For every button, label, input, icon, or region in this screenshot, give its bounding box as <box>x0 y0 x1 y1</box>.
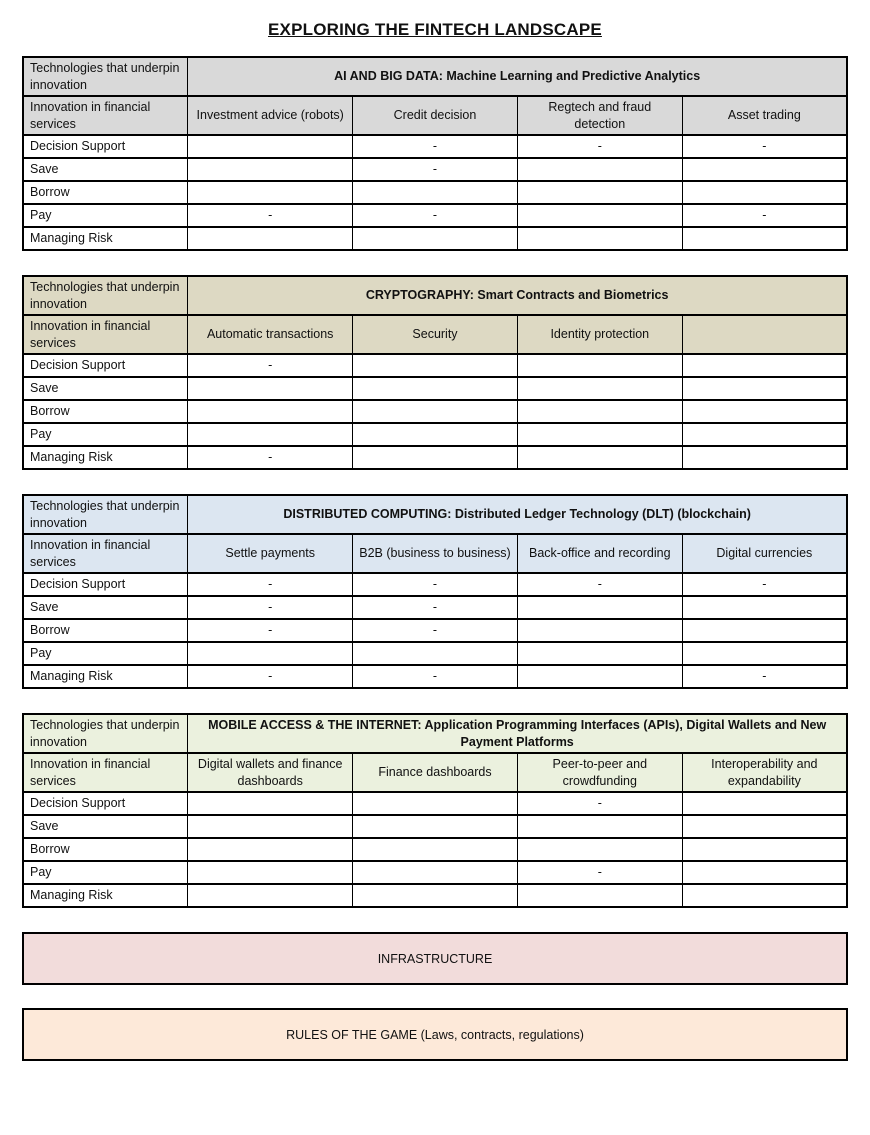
data-cell <box>353 354 518 377</box>
data-cell <box>188 838 353 861</box>
data-cell <box>517 884 682 907</box>
table-row <box>23 227 847 250</box>
table-cryptography <box>22 275 848 470</box>
table-row <box>23 815 847 838</box>
data-cell <box>188 377 353 400</box>
row-label: Pay <box>23 861 188 884</box>
table-banner-cryptography: CRYPTOGRAPHY: Smart Contracts and Biometrics <box>188 276 847 315</box>
data-cell <box>682 815 847 838</box>
corner-technologies-label: Technologies that underpin innovation <box>23 714 188 753</box>
data-cell <box>517 423 682 446</box>
column-header: Identity protection <box>517 315 682 354</box>
corner-innovation-label: Innovation in financial services <box>23 96 188 135</box>
data-cell <box>188 884 353 907</box>
data-cell: - <box>517 573 682 596</box>
data-cell: - <box>188 619 353 642</box>
data-cell <box>682 619 847 642</box>
column-header: Settle payments <box>188 534 353 573</box>
column-header <box>682 315 847 354</box>
data-cell <box>517 596 682 619</box>
column-header: Back-office and recording <box>517 534 682 573</box>
row-label: Managing Risk <box>23 884 188 907</box>
data-cell <box>188 792 353 815</box>
data-cell <box>517 204 682 227</box>
column-header: Digital wallets and finance dashboards <box>188 753 353 792</box>
data-cell <box>517 158 682 181</box>
table-row <box>23 446 847 469</box>
data-cell <box>188 158 353 181</box>
data-cell <box>517 642 682 665</box>
data-cell <box>353 181 518 204</box>
row-label: Pay <box>23 423 188 446</box>
data-cell <box>353 838 518 861</box>
row-label: Save <box>23 377 188 400</box>
corner-innovation-label: Innovation in financial services <box>23 534 188 573</box>
data-cell <box>353 815 518 838</box>
table-banner-ai-big-data: AI AND BIG DATA: Machine Learning and Predictive Analytics <box>188 57 847 96</box>
data-cell <box>188 227 353 250</box>
row-label: Managing Risk <box>23 446 188 469</box>
rules-of-the-game-banner <box>22 1008 848 1061</box>
table-row <box>23 423 847 446</box>
column-header: Credit decision <box>353 96 518 135</box>
data-cell: - <box>353 158 518 181</box>
data-cell: - <box>353 596 518 619</box>
column-header: Peer-to-peer and crowdfunding <box>517 753 682 792</box>
corner-innovation-label: Innovation in financial services <box>23 753 188 792</box>
table-row <box>23 354 847 377</box>
data-cell: - <box>682 665 847 688</box>
data-cell: - <box>353 135 518 158</box>
data-cell <box>188 861 353 884</box>
row-label: Save <box>23 158 188 181</box>
data-cell <box>682 227 847 250</box>
data-cell <box>517 181 682 204</box>
data-cell <box>682 596 847 619</box>
row-label: Borrow <box>23 619 188 642</box>
rules-banner-label: RULES OF THE GAME (Laws, contracts, regulations) <box>286 1027 584 1042</box>
table-mobile-access <box>22 713 848 908</box>
column-header: Investment advice (robots) <box>188 96 353 135</box>
data-cell <box>517 838 682 861</box>
row-label: Decision Support <box>23 135 188 158</box>
data-cell <box>682 642 847 665</box>
table-distributed-computing <box>22 494 848 689</box>
corner-innovation-label: Innovation in financial services <box>23 315 188 354</box>
row-label: Borrow <box>23 181 188 204</box>
table-ai-big-data <box>22 56 848 251</box>
data-cell: - <box>188 665 353 688</box>
data-cell: - <box>188 354 353 377</box>
table-banner-distributed-computing: DISTRIBUTED COMPUTING: Distributed Ledger Technology (DLT) (blockchain) <box>188 495 847 534</box>
row-label: Decision Support <box>23 792 188 815</box>
data-cell: - <box>682 135 847 158</box>
data-cell <box>517 815 682 838</box>
table-row <box>23 377 847 400</box>
row-label: Decision Support <box>23 573 188 596</box>
row-label: Save <box>23 596 188 619</box>
column-header: Digital currencies <box>682 534 847 573</box>
data-cell <box>682 884 847 907</box>
data-cell <box>517 665 682 688</box>
column-header: Finance dashboards <box>353 753 518 792</box>
page-title: EXPLORING THE FINTECH LANDSCAPE <box>268 20 602 39</box>
data-cell <box>682 354 847 377</box>
data-cell: - <box>353 573 518 596</box>
data-cell <box>682 423 847 446</box>
row-label: Managing Risk <box>23 227 188 250</box>
row-label: Decision Support <box>23 354 188 377</box>
table-row <box>23 665 847 688</box>
data-cell <box>353 792 518 815</box>
data-cell <box>353 446 518 469</box>
column-header: Security <box>353 315 518 354</box>
corner-technologies-label: Technologies that underpin innovation <box>23 57 188 96</box>
table-row <box>23 596 847 619</box>
data-cell: - <box>517 861 682 884</box>
row-label: Borrow <box>23 838 188 861</box>
data-cell: - <box>188 596 353 619</box>
data-cell <box>188 135 353 158</box>
data-cell: - <box>682 573 847 596</box>
data-cell <box>517 227 682 250</box>
data-cell: - <box>188 573 353 596</box>
row-label: Borrow <box>23 400 188 423</box>
row-label: Pay <box>23 204 188 227</box>
row-label: Save <box>23 815 188 838</box>
table-row <box>23 573 847 596</box>
data-cell <box>517 377 682 400</box>
data-cell <box>188 400 353 423</box>
data-cell: - <box>188 446 353 469</box>
data-cell <box>188 423 353 446</box>
row-label: Pay <box>23 642 188 665</box>
table-row <box>23 204 847 227</box>
data-cell <box>682 838 847 861</box>
corner-technologies-label: Technologies that underpin innovation <box>23 495 188 534</box>
data-cell <box>682 377 847 400</box>
data-cell <box>682 861 847 884</box>
data-cell <box>682 400 847 423</box>
column-header: B2B (business to business) <box>353 534 518 573</box>
column-header: Automatic transactions <box>188 315 353 354</box>
data-cell <box>353 861 518 884</box>
table-row <box>23 792 847 815</box>
data-cell: - <box>353 619 518 642</box>
data-cell <box>517 354 682 377</box>
table-row <box>23 400 847 423</box>
data-cell: - <box>353 665 518 688</box>
table-row <box>23 181 847 204</box>
table-row <box>23 135 847 158</box>
table-banner-mobile-access: MOBILE ACCESS & THE INTERNET: Application Programming Interfaces (APIs), Digital Wallets and New Payment Platforms <box>188 714 847 753</box>
table-row <box>23 884 847 907</box>
data-cell: - <box>353 204 518 227</box>
data-cell <box>353 884 518 907</box>
data-cell <box>353 400 518 423</box>
data-cell <box>353 227 518 250</box>
data-cell <box>188 642 353 665</box>
data-cell: - <box>188 204 353 227</box>
data-cell <box>517 619 682 642</box>
data-cell: - <box>682 204 847 227</box>
column-header: Regtech and fraud detection <box>517 96 682 135</box>
table-row <box>23 158 847 181</box>
table-row <box>23 642 847 665</box>
data-cell <box>682 446 847 469</box>
infrastructure-banner <box>22 932 848 985</box>
data-cell <box>517 446 682 469</box>
corner-technologies-label: Technologies that underpin innovation <box>23 276 188 315</box>
data-cell: - <box>517 792 682 815</box>
data-cell <box>353 642 518 665</box>
fintech-tables <box>22 56 848 908</box>
data-cell <box>188 815 353 838</box>
infrastructure-banner-label: INFRASTRUCTURE <box>377 951 493 966</box>
data-cell <box>517 400 682 423</box>
data-cell <box>682 792 847 815</box>
data-cell <box>188 181 353 204</box>
row-label: Managing Risk <box>23 665 188 688</box>
column-header: Interoperability and expandability <box>682 753 847 792</box>
column-header: Asset trading <box>682 96 847 135</box>
table-row <box>23 619 847 642</box>
data-cell: - <box>517 135 682 158</box>
data-cell <box>353 423 518 446</box>
table-row <box>23 838 847 861</box>
table-row <box>23 861 847 884</box>
data-cell <box>682 181 847 204</box>
data-cell <box>682 158 847 181</box>
data-cell <box>353 377 518 400</box>
